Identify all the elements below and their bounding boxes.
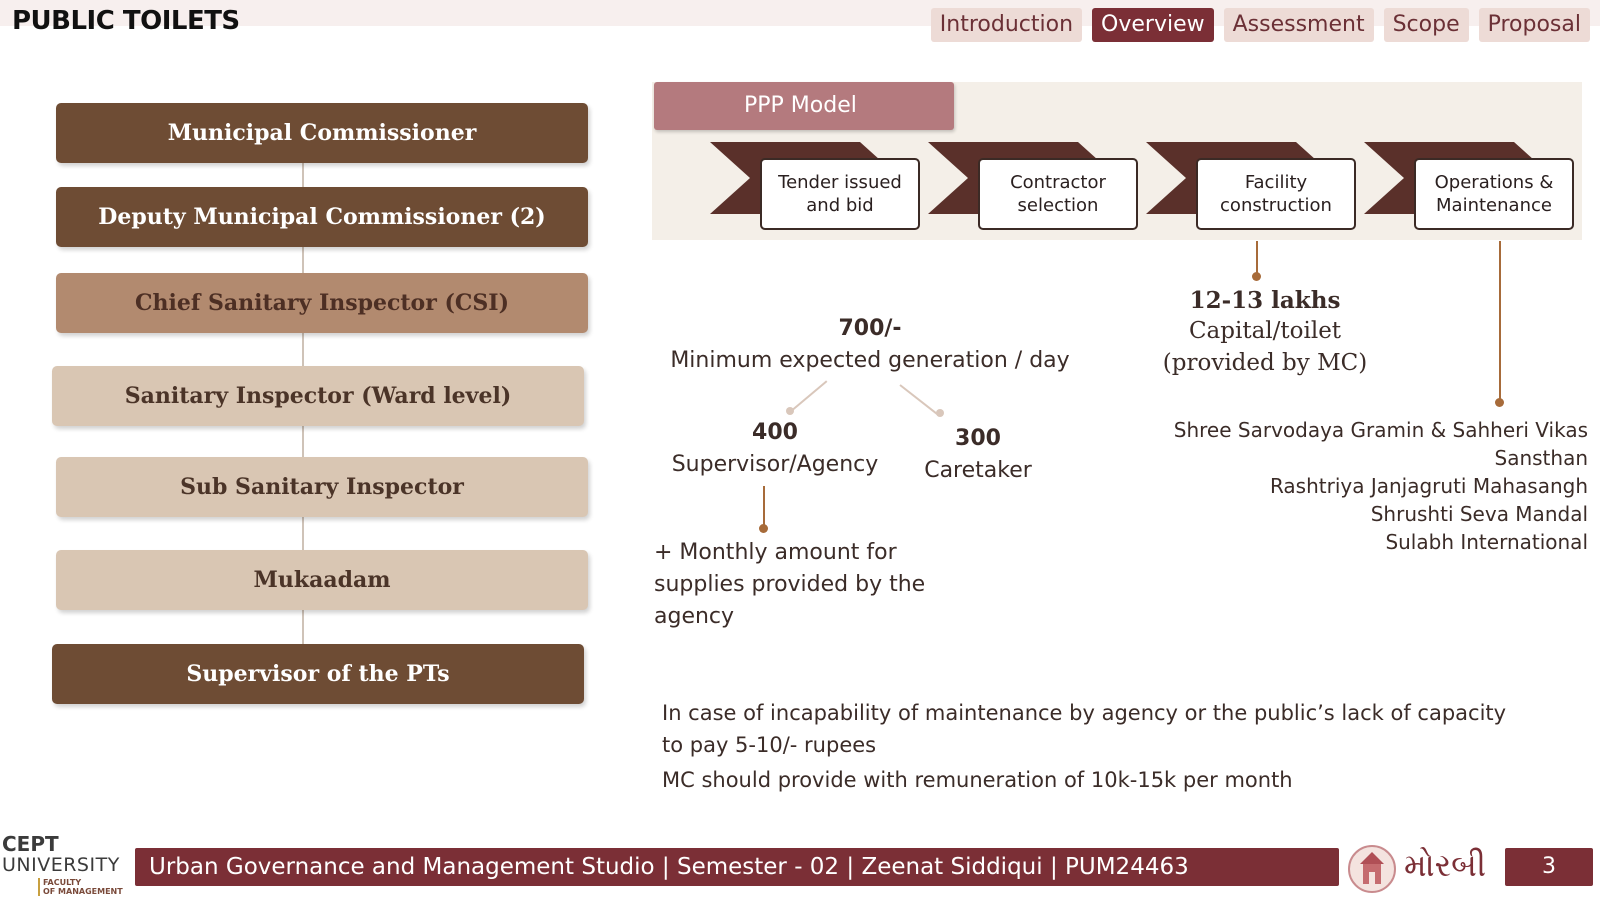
ppp-step-tender: Tender issued and bid [760, 158, 920, 230]
section-tabs [931, 8, 1590, 42]
incapability-note-line2: to pay 5-10/- rupees [662, 733, 877, 757]
split-connector [789, 380, 827, 412]
ppp-step-operations: Operations & Maintenance [1414, 158, 1574, 230]
capital-amount: 12-13 lakhs [1189, 287, 1341, 314]
operator-item: Shrushti Seva Mandal [1370, 502, 1588, 526]
hierarchy-supervisor-of-pts: Supervisor of the PTs [52, 644, 584, 704]
connector-dot [786, 407, 794, 415]
remuneration-note: MC should provide with remuneration of 10k-15k per month [662, 768, 1293, 792]
agency-amount: 400 [752, 420, 798, 445]
tab-proposal[interactable]: Proposal [1479, 8, 1590, 42]
agency-connector [763, 486, 765, 526]
operator-item: Sansthan [1494, 446, 1588, 470]
generation-amount: 700/- [838, 316, 902, 341]
faculty-label: FACULTY OF MANAGEMENT [38, 878, 123, 896]
footer-studio-bar: Urban Governance and Management Studio | Semester - 02 | Zeenat Siddiqui | PUM24463 [135, 848, 1339, 886]
monthly-supplies-note: + Monthly amount for supplies provided by the agency [654, 540, 926, 629]
agency-label: Supervisor/Agency [671, 452, 879, 477]
hierarchy-sanitary-inspector: Sanitary Inspector (Ward level) [52, 366, 584, 426]
hierarchy-municipal-commissioner: Municipal Commissioner [56, 103, 588, 163]
tab-scope[interactable]: Scope [1384, 8, 1469, 42]
capital-label: Capital/toilet [1188, 318, 1342, 344]
ppp-model-title: PPP Model [654, 82, 954, 130]
tab-assessment[interactable]: Assessment [1224, 8, 1374, 42]
hierarchy-deputy-commissioner: Deputy Municipal Commissioner (2) [56, 187, 588, 247]
hierarchy-mukaadam: Mukaadam [56, 550, 588, 610]
operations-connector [1499, 241, 1501, 401]
cept-logo: CEPT UNIVERSITY FACULTY OF MANAGEMENT [2, 832, 123, 896]
operator-list [1170, 416, 1588, 556]
operator-item: Sulabh International [1385, 530, 1588, 554]
tab-overview[interactable]: Overview [1092, 8, 1214, 42]
caretaker-label: Caretaker [924, 458, 1032, 483]
page-number: 3 [1505, 848, 1593, 886]
connector-dot [1252, 272, 1261, 281]
operator-item: Shree Sarvodaya Gramin & Sahheri Vikas [1173, 418, 1588, 442]
capital-provider: (provided by MC) [1162, 350, 1368, 376]
morbi-emblem-icon [1346, 844, 1398, 894]
tab-introduction[interactable]: Introduction [931, 8, 1082, 42]
split-connector [899, 384, 940, 416]
ppp-step-contractor: Contractor selection [978, 158, 1138, 230]
page-title: PUBLIC TOILETS [12, 6, 240, 36]
connector-dot [759, 524, 768, 533]
connector-dot [936, 409, 944, 417]
hierarchy-sub-sanitary-inspector: Sub Sanitary Inspector [56, 457, 588, 517]
operator-item: Rashtriya Janjagruti Mahasangh [1269, 474, 1588, 498]
generation-label: Minimum expected generation / day [670, 348, 1070, 373]
city-name-gujarati: મોરબી [1404, 846, 1486, 884]
hierarchy-chief-sanitary-inspector: Chief Sanitary Inspector (CSI) [56, 273, 588, 333]
incapability-note-line1: In case of incapability of maintenance by agency or the public’s lack of capacity [662, 701, 1507, 725]
ppp-step-construction: Facility construction [1196, 158, 1356, 230]
connector-dot [1495, 398, 1504, 407]
caretaker-amount: 300 [955, 426, 1001, 451]
construction-connector [1256, 241, 1258, 275]
